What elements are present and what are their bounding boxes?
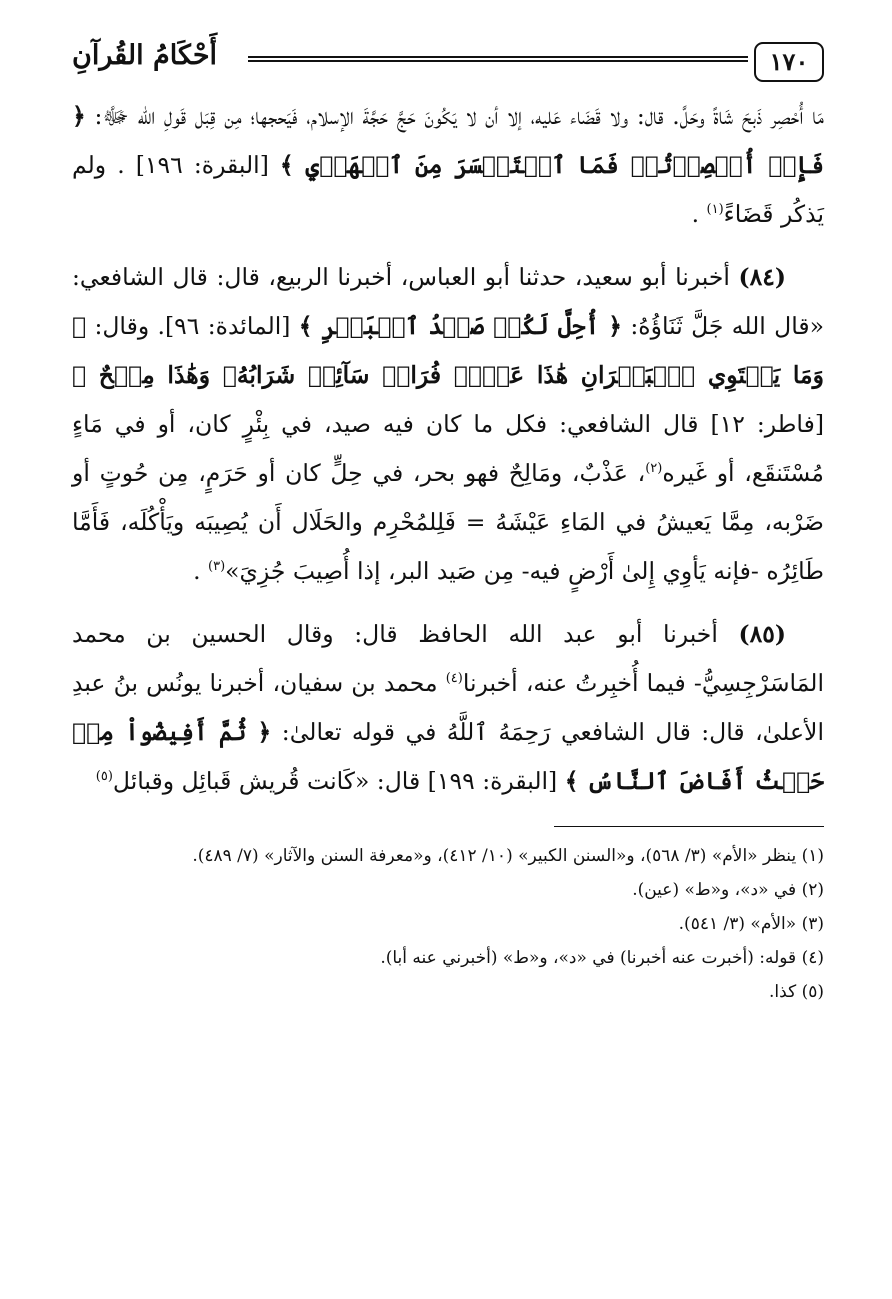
- text-segment: .: [691, 200, 707, 228]
- footnote: (١) ينظر «الأم» (٣/ ٥٦٨)، و«السنن الكبير» (١٠/ ٤١٢)، و«معرفة السنن والآثار» (٧/ ٤٨٩).: [192, 846, 824, 866]
- footnote-ref: (٤): [445, 671, 463, 687]
- main-text: [72, 92, 824, 806]
- header-rule: [248, 56, 748, 62]
- quran-verse: ﴿ فَإِنۡ أُحۡصِرۡتُمۡ فَمَا ٱسۡتَيۡسَرَ مِنَ ٱلۡهَدۡيِ ﴾: [72, 102, 824, 179]
- footnotes: [72, 839, 824, 1009]
- text-segment: أخبرنا أبو سعيد، حدثنا أبو العباس، أخبرنا الربيع، قال: قال الشافعي: «قال الله جَلَّ ثَنَاؤُهُ:: [72, 263, 824, 340]
- footnote: (٥) كذا.: [769, 982, 824, 1002]
- footnote-ref: (١): [706, 202, 724, 218]
- footnote-ref: (٥): [95, 769, 113, 785]
- book-title: أَحْكَامُ القُرآنِ: [72, 40, 218, 71]
- footnote-ref: (٣): [208, 559, 226, 575]
- text-segment: [البقرة: ١٩٦] . ولم يَذكُر قَضَاءً: [72, 151, 824, 228]
- paragraph: [72, 253, 824, 596]
- paragraph: [72, 610, 824, 806]
- text-segment: [البقرة: ١٩٩] قال: «كَانت قُريش قَبائِل وقبائل: [112, 767, 565, 795]
- page-header: [72, 28, 824, 92]
- text-segment: [المائدة: ٩٦]. وقال:: [86, 312, 299, 340]
- text-segment: محمد بن سفيان، أخبرنا يونُس بنُ عبدِ الأعلىٰ، قال: قال الشافعي رَحِمَهُ ٱللَّهُ في قوله تعالىٰ:: [72, 669, 824, 746]
- quran-verse: ﴿ ثُمَّ أَفِيضُواْ مِنۡ حَيۡثُ أَفَاضَ ٱلنَّاسُ ﴾: [72, 718, 824, 795]
- quran-verse: (٨٤): [738, 263, 786, 291]
- footnote: (٢) في «د»، و«ط» (عين).: [632, 880, 824, 900]
- quran-verse: ﴿ أُحِلَّ لَكُمۡ صَيۡدُ ٱلۡبَحۡرِ ﴾: [298, 312, 623, 340]
- paragraph: [72, 92, 824, 239]
- book-page: [72, 28, 824, 1278]
- footnote: (٤) قوله: (أخبرت عنه أخبرنا) في «د»، و«ط» (أخبرني عنه أبا).: [380, 948, 824, 968]
- footnote-separator: [554, 826, 824, 827]
- footnote: (٣) «الأم» (٣/ ٥٤١).: [678, 914, 824, 934]
- text-segment: ، عَذْبٌ، ومَالِحٌ فهو بحر، في حِلٍّ كان أو حَرَمٍ، مِن حُوتٍ أو ضَرْبه، مِمَّا يَعيشُ في المَاءِ عَيْشَهُ = فَلِلمُحْرِم والحَلَال أَن يُصِيبَه ويَأْكُلَه، فَأَمَّا طَائِرُه -فإنه يَأوِي إِلىٰ أَرْضٍ فيه- مِن صَيد البر، إذا أُصِيبَ جُزِيَ»: [72, 459, 824, 585]
- footnote-ref: (٢): [645, 461, 663, 477]
- quran-verse: (٨٥): [738, 620, 786, 648]
- text-segment: أخبرنا أبو عبد الله الحافظ قال: وقال الحسين بن محمد المَاسَرْجِسِيُّ- فيما أُخبِرتُ عنه، أخبرنا: [72, 620, 824, 697]
- quran-verse: ﴿ وَمَا يَسۡتَوِي ٱلۡبَحۡرَانِ هَٰذَا عَذۡبٞ فُرَاتٞ سَآئِغٞ شَرَابُهُۥ وَهَٰذَا مِلۡحٌ ﴾: [72, 312, 824, 389]
- text-segment: مَا أُحْصِر ذَبحَ شَاةً وحَلَّ. قال: ولا قَضَاء عَليه، إلا أن لا يَكُونَ حَجَّ حَجَّةَ الإسلام، فَيَحجها؛ مِن قِبَل قَولِ الله ﷻ:: [85, 102, 824, 130]
- page-number: ١٧٠: [754, 42, 824, 82]
- text-segment: [فاطر: ١٢] قال الشافعي: فكل ما كان فيه صيد، في بِئْرٍ كان، أو في مَاءٍ مُسْتَنقَع، أو غَيره: [72, 410, 824, 487]
- text-segment: .: [193, 557, 209, 585]
